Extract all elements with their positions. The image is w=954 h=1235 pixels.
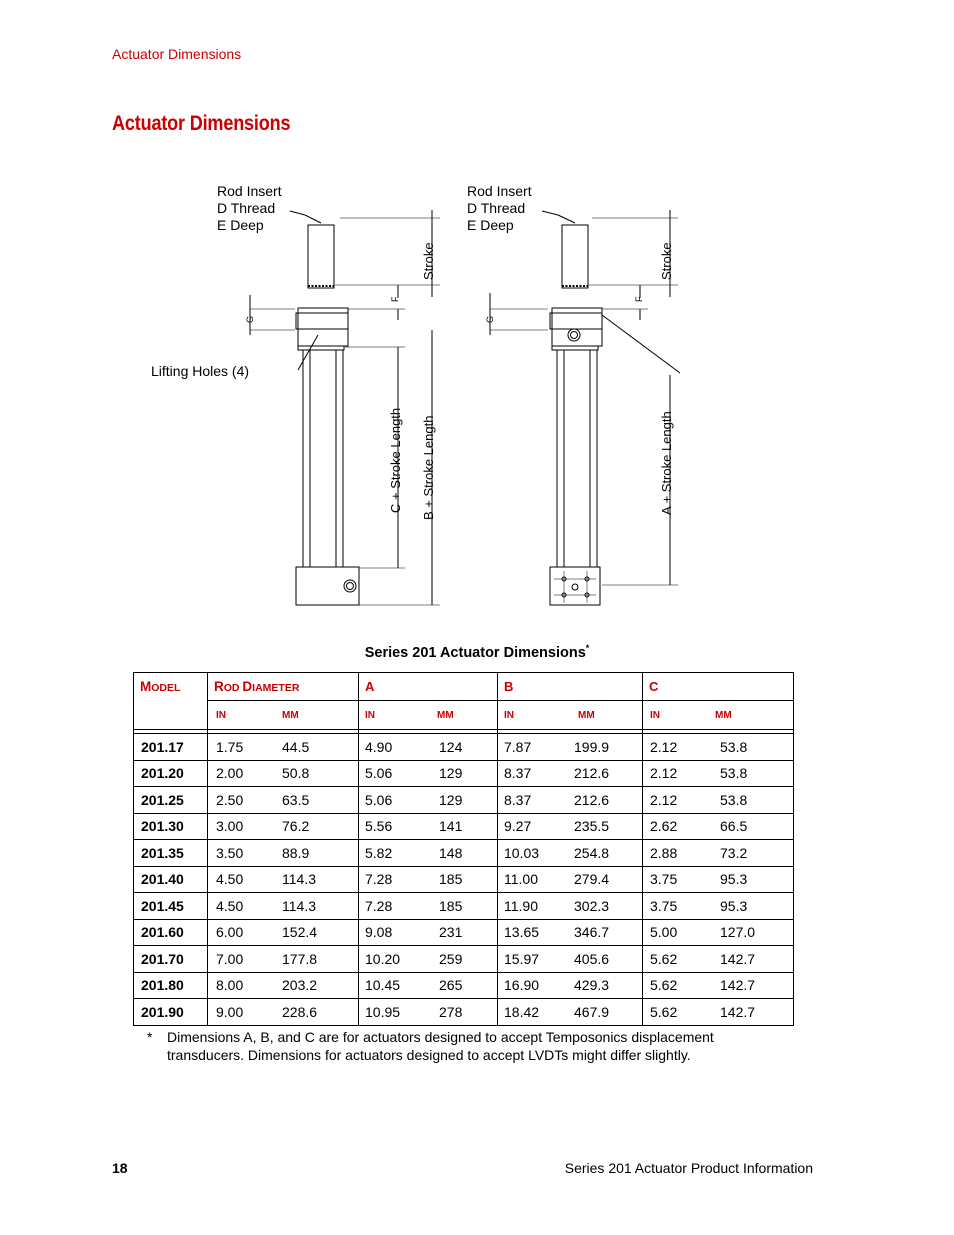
model-cell: 201.30	[134, 813, 208, 840]
value-in: 4.90	[365, 738, 393, 755]
value-mm: 66.5	[720, 818, 748, 835]
value-mm: 127.0	[720, 924, 756, 941]
value-in: 1.75	[216, 738, 244, 755]
value-mm: 346.7	[574, 924, 610, 941]
rod-diameter-cell	[208, 813, 359, 840]
left-f-label: F	[390, 296, 400, 302]
value-mm: 88.9	[282, 844, 310, 861]
value-mm: 124	[439, 738, 463, 755]
c-cell	[643, 893, 794, 920]
value-mm: 259	[439, 950, 463, 967]
value-mm: 235.5	[574, 818, 610, 835]
model-cell: 201.17	[134, 734, 208, 761]
value-in: 13.65	[504, 924, 540, 941]
left-rod-insert-line1: Rod Insert	[217, 183, 282, 199]
right-rod-insert-line1: Rod Insert	[467, 183, 532, 199]
rod-diameter-cell	[208, 999, 359, 1026]
header-b: B	[498, 673, 643, 701]
c-cell	[643, 840, 794, 867]
value-mm: 148	[439, 844, 463, 861]
drawing-svg	[140, 175, 760, 615]
value-mm: 129	[439, 791, 463, 808]
a-cell	[359, 972, 498, 999]
value-in: 10.95	[365, 1003, 401, 1020]
table-row	[134, 840, 794, 867]
value-mm: 254.8	[574, 844, 610, 861]
left-b-stroke-label: B + Stroke Length	[421, 415, 436, 520]
a-cell	[359, 787, 498, 814]
value-mm: 279.4	[574, 871, 610, 888]
value-mm: 231	[439, 924, 463, 941]
units-row	[134, 701, 794, 730]
a-cell	[359, 734, 498, 761]
value-mm: 50.8	[282, 765, 310, 782]
a-cell	[359, 893, 498, 920]
value-mm: 278	[439, 1003, 463, 1020]
table-row	[134, 813, 794, 840]
value-mm: 63.5	[282, 791, 310, 808]
value-in: 2.12	[650, 791, 678, 808]
right-f-label: F	[634, 296, 644, 302]
b-cell	[498, 813, 643, 840]
value-mm: 265	[439, 977, 463, 994]
value-in: 16.90	[504, 977, 540, 994]
lifting-holes-label: Lifting Holes (4)	[151, 363, 250, 379]
header-rod-diameter: ROD DIAMETER	[208, 673, 359, 701]
c-cell	[643, 787, 794, 814]
value-mm: 405.6	[574, 950, 610, 967]
right-stroke-label: Stroke	[659, 242, 674, 280]
c-cell	[643, 919, 794, 946]
running-header: Actuator Dimensions	[112, 46, 242, 62]
c-cell	[643, 946, 794, 973]
rod-diameter-cell	[208, 734, 359, 761]
value-mm: 185	[439, 871, 463, 888]
value-mm: 95.3	[720, 897, 748, 914]
value-in: 2.00	[216, 765, 244, 782]
a-cell	[359, 919, 498, 946]
value-mm: 53.8	[720, 738, 748, 755]
value-mm: 203.2	[282, 977, 318, 994]
page-number: 18	[112, 1160, 128, 1176]
units-b: IN MM	[498, 701, 643, 730]
rod-diameter-cell	[208, 840, 359, 867]
value-mm: 73.2	[720, 844, 748, 861]
page-title: Actuator Dimensions	[112, 112, 291, 135]
value-in: 7.28	[365, 871, 393, 888]
value-in: 2.12	[650, 765, 678, 782]
value-in: 3.75	[650, 871, 678, 888]
value-mm: 53.8	[720, 765, 748, 782]
value-in: 10.20	[365, 950, 401, 967]
value-mm: 199.9	[574, 738, 610, 755]
value-in: 4.50	[216, 897, 244, 914]
value-in: 5.56	[365, 818, 393, 835]
rod-diameter-cell	[208, 866, 359, 893]
value-in: 9.00	[216, 1003, 244, 1020]
header-model: MODEL	[134, 673, 208, 701]
value-in: 2.50	[216, 791, 244, 808]
b-cell	[498, 972, 643, 999]
left-end-cap	[296, 567, 359, 605]
a-cell	[359, 946, 498, 973]
b-cell	[498, 734, 643, 761]
value-in: 5.62	[650, 950, 678, 967]
value-mm: 142.7	[720, 1003, 756, 1020]
c-cell	[643, 972, 794, 999]
model-cell: 201.25	[134, 787, 208, 814]
value-in: 15.97	[504, 950, 540, 967]
model-cell: 201.70	[134, 946, 208, 973]
units-rod: IN MM	[208, 701, 359, 730]
table-row	[134, 919, 794, 946]
b-cell	[498, 946, 643, 973]
value-mm: 302.3	[574, 897, 610, 914]
a-cell	[359, 999, 498, 1026]
header-a: A	[359, 673, 498, 701]
table-row	[134, 999, 794, 1026]
rod-diameter-cell	[208, 919, 359, 946]
model-cell: 201.40	[134, 866, 208, 893]
right-a-stroke-label: A + Stroke Length	[659, 411, 674, 515]
value-in: 10.45	[365, 977, 401, 994]
value-mm: 212.6	[574, 791, 610, 808]
rod-diameter-cell	[208, 972, 359, 999]
value-mm: 467.9	[574, 1003, 610, 1020]
value-mm: 114.3	[282, 897, 316, 914]
value-in: 3.75	[650, 897, 678, 914]
rod-diameter-cell	[208, 760, 359, 787]
value-in: 5.06	[365, 791, 393, 808]
table-caption	[0, 643, 954, 661]
value-mm: 142.7	[720, 977, 756, 994]
value-in: 5.00	[650, 924, 678, 941]
b-cell	[498, 919, 643, 946]
right-g-label: G	[485, 315, 495, 323]
value-in: 4.50	[216, 871, 244, 888]
units-c: IN MM	[643, 701, 794, 730]
left-c-stroke-label: C + Stroke Length	[388, 407, 403, 513]
b-cell	[498, 866, 643, 893]
value-mm: 177.8	[282, 950, 318, 967]
c-cell	[643, 734, 794, 761]
c-cell	[643, 999, 794, 1026]
dimensions-table	[133, 672, 794, 1026]
right-end-cap	[550, 567, 600, 605]
value-mm: 95.3	[720, 871, 748, 888]
footer-title: Series 201 Actuator Product Information	[564, 1160, 813, 1176]
value-in: 6.00	[216, 924, 244, 941]
left-g-label: G	[245, 315, 255, 323]
left-stroke-label: Stroke	[421, 242, 436, 280]
model-cell: 201.45	[134, 893, 208, 920]
left-rod-insert-line3: E Deep	[217, 217, 264, 233]
table-row	[134, 893, 794, 920]
table-header-row	[134, 673, 794, 701]
actuator-dimension-drawing	[140, 175, 760, 615]
model-cell: 201.35	[134, 840, 208, 867]
c-cell	[643, 813, 794, 840]
c-cell	[643, 866, 794, 893]
table-row	[134, 760, 794, 787]
footnote-mark: *	[147, 1029, 153, 1045]
b-cell	[498, 893, 643, 920]
value-mm: 142.7	[720, 950, 756, 967]
right-rod-insert-line3: E Deep	[467, 217, 514, 233]
value-in: 5.62	[650, 1003, 678, 1020]
value-in: 7.28	[365, 897, 393, 914]
value-in: 11.90	[504, 897, 538, 914]
model-cell: 201.90	[134, 999, 208, 1026]
value-mm: 185	[439, 897, 463, 914]
b-cell	[498, 999, 643, 1026]
value-in: 2.62	[650, 818, 678, 835]
value-mm: 141	[439, 818, 463, 835]
value-in: 8.00	[216, 977, 244, 994]
table-row	[134, 972, 794, 999]
value-mm: 76.2	[282, 818, 310, 835]
value-in: 9.27	[504, 818, 532, 835]
value-in: 2.88	[650, 844, 678, 861]
value-in: 3.50	[216, 844, 244, 861]
b-cell	[498, 787, 643, 814]
b-cell	[498, 760, 643, 787]
value-mm: 114.3	[282, 871, 316, 888]
value-in: 7.00	[216, 950, 244, 967]
value-mm: 53.8	[720, 791, 748, 808]
value-in: 5.62	[650, 977, 678, 994]
value-mm: 228.6	[282, 1003, 318, 1020]
value-in: 2.12	[650, 738, 678, 755]
right-rod	[562, 225, 588, 288]
a-cell	[359, 760, 498, 787]
header-c: C	[643, 673, 794, 701]
left-rod	[308, 225, 334, 288]
value-in: 3.00	[216, 818, 244, 835]
model-cell: 201.20	[134, 760, 208, 787]
value-mm: 129	[439, 765, 463, 782]
value-in: 10.03	[504, 844, 540, 861]
table-row	[134, 866, 794, 893]
table-caption-text: Series 201 Actuator Dimensions	[364, 644, 586, 661]
b-cell	[498, 840, 643, 867]
value-in: 7.87	[504, 738, 532, 755]
table-caption-mark: *	[585, 643, 590, 653]
footnote-text: Dimensions A, B, and C are for actuators designed to accept Temposonics displacement transducers. Dimensions for actuators designed to accept LVDTs might differ slightly.	[167, 1029, 714, 1063]
value-mm: 429.3	[574, 977, 610, 994]
value-in: 9.08	[365, 924, 393, 941]
a-cell	[359, 840, 498, 867]
model-cell: 201.60	[134, 919, 208, 946]
a-cell	[359, 866, 498, 893]
table-row	[134, 734, 794, 761]
value-in: 8.37	[504, 791, 532, 808]
c-cell	[643, 760, 794, 787]
value-mm: 212.6	[574, 765, 610, 782]
table-row	[134, 787, 794, 814]
model-cell: 201.80	[134, 972, 208, 999]
rod-diameter-cell	[208, 946, 359, 973]
table-footnote	[147, 1028, 767, 1064]
left-rod-insert-line2: D Thread	[217, 200, 276, 216]
value-mm: 152.4	[282, 924, 318, 941]
table-row	[134, 946, 794, 973]
value-in: 11.00	[504, 871, 538, 888]
rod-diameter-cell	[208, 787, 359, 814]
units-a: IN MM	[359, 701, 498, 730]
a-cell	[359, 813, 498, 840]
units-model-blank	[134, 701, 208, 730]
right-rod-insert-line2: D Thread	[467, 200, 526, 216]
value-mm: 44.5	[282, 738, 310, 755]
value-in: 8.37	[504, 765, 532, 782]
left-head-block	[298, 308, 348, 346]
value-in: 5.82	[365, 844, 393, 861]
value-in: 18.42	[504, 1003, 540, 1020]
value-in: 5.06	[365, 765, 393, 782]
rod-diameter-cell	[208, 893, 359, 920]
